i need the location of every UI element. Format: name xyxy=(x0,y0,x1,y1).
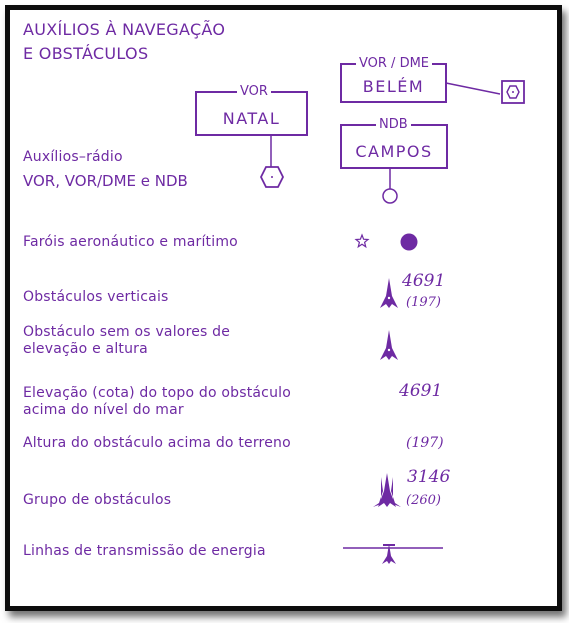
maritime-light-dot-icon xyxy=(400,232,422,254)
lights-label: Faróis aeronáutico e marítimo xyxy=(23,234,238,250)
ndb-type-label: NDB xyxy=(376,118,411,131)
vor-box xyxy=(195,84,308,136)
ndb-connector xyxy=(378,168,408,218)
obstacle-no-values-icon xyxy=(380,330,400,364)
height-value: (197) xyxy=(406,435,444,451)
radio-aids-label-1: Auxílios–rádio xyxy=(23,149,123,165)
circle-icon xyxy=(383,189,397,203)
obstacle-group-label: Grupo de obstáculos xyxy=(23,492,172,508)
square-hexagon-icon xyxy=(501,80,527,106)
vor-type-label: VOR xyxy=(237,85,271,98)
obstacle-icon xyxy=(380,278,400,312)
legend-frame xyxy=(5,5,562,611)
radio-aids-label-2: VOR, VOR/DME e NDB xyxy=(23,172,188,190)
elevation-value: 4691 xyxy=(399,381,443,401)
vertical-obstacle-height: (197) xyxy=(406,295,441,310)
vor-dme-type-label: VOR / DME xyxy=(356,57,432,70)
vor-name: NATAL xyxy=(222,109,281,128)
elevation-label-1: Elevação (cota) do topo do obstáculo xyxy=(23,385,292,401)
elevation-label-2: acima do nível do mar xyxy=(23,402,184,418)
ndb-box xyxy=(340,117,448,169)
obstacle-group-height: (260) xyxy=(406,493,441,508)
unvalued-obstacle-label-1: Obstáculo sem os valores de xyxy=(23,324,231,340)
power-lines-label: Linhas de transmissão de energia xyxy=(23,543,266,559)
vor-dme-box xyxy=(340,56,447,103)
height-label: Altura do obstáculo acima do terreno xyxy=(23,435,291,451)
title-line-1: AUXÍLIOS À NAVEGAÇÃO xyxy=(23,20,226,39)
vertical-obstacle-elevation: 4691 xyxy=(402,271,446,291)
hexagon-icon xyxy=(259,165,289,191)
obstacle-group-icon xyxy=(373,473,403,509)
vertical-obstacles-label: Obstáculos verticais xyxy=(23,289,169,305)
obstacle-group-elevation: 3146 xyxy=(407,467,451,487)
aeronautical-light-star-icon xyxy=(356,235,370,249)
unvalued-obstacle-label-2: elevação e altura xyxy=(23,341,148,357)
title-line-2: E OBSTÁCULOS xyxy=(23,44,149,63)
power-line-icon xyxy=(343,534,445,568)
ndb-name: CAMPOS xyxy=(355,142,433,161)
vor-dme-name: BELÉM xyxy=(362,77,425,96)
